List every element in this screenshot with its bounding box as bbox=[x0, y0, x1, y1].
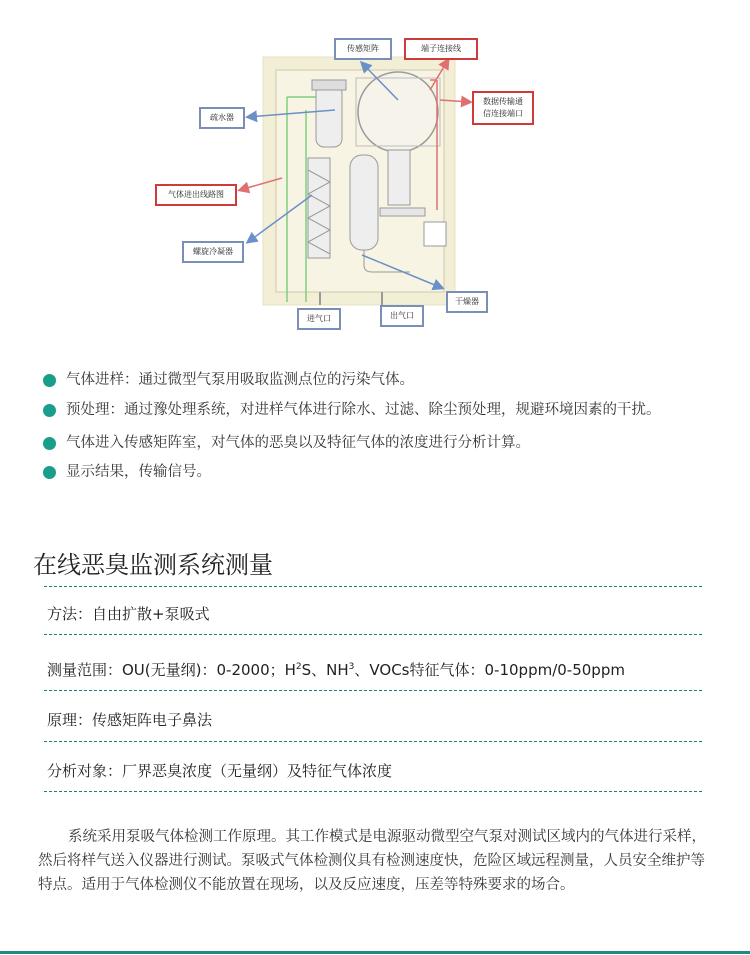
bullet-item bbox=[42, 433, 722, 454]
spec-range-sup2: 3 bbox=[348, 662, 355, 672]
description-paragraph bbox=[38, 825, 710, 897]
divider bbox=[44, 741, 702, 742]
teal-dot-icon bbox=[43, 437, 56, 450]
callout-gas-line: 气体进出线路图 bbox=[155, 184, 237, 206]
callout-data-port-line2: 信连接端口 bbox=[483, 109, 523, 118]
divider bbox=[44, 791, 702, 792]
callout-inlet: 进气口 bbox=[297, 308, 341, 330]
callout-terminal-wire: 端子连接线 bbox=[404, 38, 478, 60]
bullet-item bbox=[42, 400, 722, 421]
teal-dot-icon bbox=[43, 466, 56, 479]
teal-dot-icon bbox=[43, 404, 56, 417]
callout-spiral-condenser: 螺旋冷凝器 bbox=[182, 241, 244, 263]
water-remover-cap bbox=[312, 80, 346, 90]
bullet-item bbox=[42, 462, 722, 483]
process-bullet-list bbox=[42, 370, 722, 483]
divider bbox=[44, 634, 702, 635]
divider bbox=[44, 586, 702, 587]
spec-range-mid: S、NH bbox=[301, 661, 349, 679]
sensor-chamber bbox=[358, 72, 438, 152]
callout-sensor-array: 传感矩阵 bbox=[334, 38, 392, 60]
description-text: 系统采用泵吸气体检测工作原理。其工作模式是电源驱动微型空气泵对测试区域内的气体进行采样，然后将样气送入仪器进行测试。泵吸式气体检测仪具有检测速度快，危险区域远程测量，人员安全维护等特点。适用于气体检测仪不能放置在现场，以及反应速度，压差等特殊要求的场合。 bbox=[38, 829, 706, 893]
callout-outlet: 出气口 bbox=[380, 305, 424, 327]
bullet-text: 气体进入传感矩阵室，对气体的恶臭以及特征气体的浓度进行分析计算。 bbox=[66, 435, 530, 451]
callout-dryer: 干燥器 bbox=[446, 291, 488, 313]
bullet-text: 气体进样：通过微型气泵用吸取监测点位的污染气体。 bbox=[66, 372, 414, 388]
teal-dot-icon bbox=[43, 374, 56, 387]
bullet-text: 显示结果，传输信号。 bbox=[66, 464, 211, 480]
bullet-text: 预处理：通过豫处理系统，对进样气体进行除水、过滤、除尘预处理，规避环境因素的干扰。 bbox=[66, 402, 661, 418]
spec-method: 方法：自由扩散+泵吸式 bbox=[47, 605, 210, 623]
callout-data-port-line1: 数据传输通 bbox=[483, 97, 523, 106]
water-remover-body bbox=[316, 85, 342, 147]
divider bbox=[44, 690, 702, 691]
spec-range-suffix: 、VOCs特征气体：0-10ppm/0-50ppm bbox=[354, 661, 625, 679]
spec-range-sup1: 2 bbox=[295, 662, 302, 672]
terminal-block bbox=[380, 208, 425, 216]
dryer-body bbox=[350, 155, 378, 250]
bottom-accent-line bbox=[0, 951, 750, 954]
control-box bbox=[424, 222, 446, 246]
section-title: 在线恶臭监测系统测量 bbox=[33, 551, 273, 579]
spec-range-prefix: 测量范围：OU(无量纲)：0-2000；H bbox=[47, 661, 296, 679]
instrument-diagram bbox=[0, 0, 750, 345]
inner-module bbox=[388, 150, 410, 205]
spec-principle: 原理：传感矩阵电子鼻法 bbox=[47, 711, 213, 729]
spec-objects: 分析对象：厂界恶臭浓度（无量纲）及特征气体浓度 bbox=[47, 762, 393, 780]
callout-data-port bbox=[472, 91, 534, 125]
spec-range bbox=[47, 659, 625, 680]
callout-water-remover: 疏水器 bbox=[199, 107, 245, 129]
bullet-item bbox=[42, 370, 722, 391]
